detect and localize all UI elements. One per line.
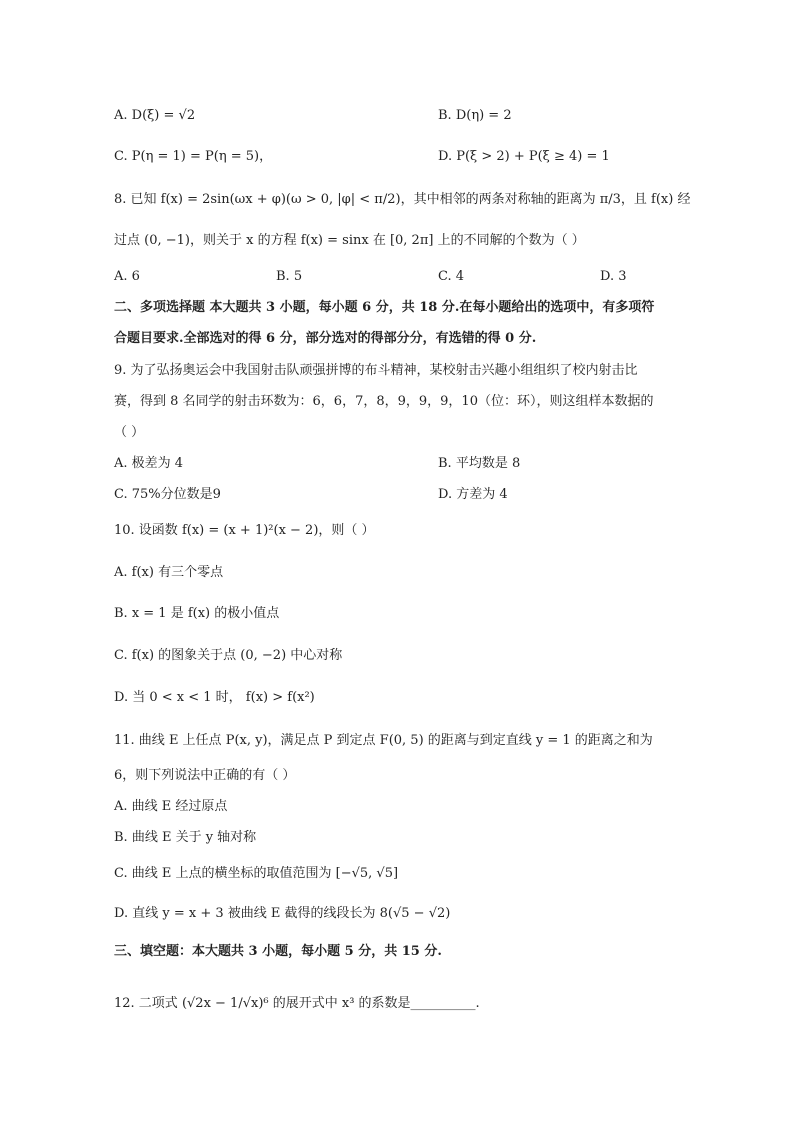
q7-option-a: A. D(ξ) = √2 [114,108,196,123]
section2-heading-line2: 合题目要求.全部选对的得 6 分，部分选对的得部分分，有选错的得 0 分. [114,331,537,346]
q10-stem: 10. 设函数 f(x) = (x + 1)²(x − 2)，则（ ） [114,523,375,538]
q7-option-c: C. P(η = 1) = P(η = 5)， [114,149,273,164]
section2-heading-line1: 二、多项选择题 本大题共 3 小题，每小题 6 分，共 18 分.在每小题给出的选项中，有多项符 [114,300,655,315]
q11-option-b: B. 曲线 E 关于 y 轴对称 [114,830,257,845]
q9-stem-line1: 9. 为了弘扬奥运会中我国射击队顽强拼博的布斗精神，某校射击兴趣小组组织了校内射击比 [114,363,638,378]
q7-option-d: D. P(ξ > 2) + P(ξ ≥ 4) = 1 [438,149,610,164]
q11-stem-line1: 11. 曲线 E 上任点 P(x, y)，满足点 P 到定点 F(0, 5) 的距离与到定直线 y = 1 的距离之和为 [114,733,653,748]
q9-option-d: D. 方差为 4 [438,487,508,502]
q11-option-a: A. 曲线 E 经过原点 [114,799,228,814]
q8-option-a: A. 6 [114,269,140,284]
q9-stem-line2: 赛，得到 8 名同学的射击环数为：6，6，7，8，9，9，9，10（位：环），则这组样本数据的 [114,394,654,409]
q9-option-b: B. 平均数是 8 [438,456,521,471]
q8-option-d: D. 3 [600,269,627,284]
q11-option-d: D. 直线 y = x + 3 被曲线 E 截得的线段长为 8(√5 − √2) [114,906,451,921]
q9-option-c: C. 75%分位数是9 [114,487,221,502]
q7-option-b: B. D(η) = 2 [438,108,512,123]
q12-stem: 12. 二项式 (√2x − 1/√x)⁶ 的展开式中 x³ 的系数是__________. [114,996,480,1011]
q10-option-a: A. f(x) 有三个零点 [114,565,224,580]
q10-option-b: B. x = 1 是 f(x) 的极小值点 [114,606,280,621]
q8-option-c: C. 4 [438,269,465,284]
q8-option-b: B. 5 [276,269,303,284]
section3-heading: 三、填空题：本大题共 3 小题，每小题 5 分，共 15 分. [114,944,442,959]
q9-option-a: A. 极差为 4 [114,456,184,471]
q11-stem-line2: 6，则下列说法中正确的有（ ） [114,768,296,783]
q9-stem-line3: （ ） [114,425,145,440]
q10-option-c: C. f(x) 的图象关于点 (0, −2) 中心对称 [114,648,343,663]
q11-option-c: C. 曲线 E 上点的横坐标的取值范围为 [−√5, √5] [114,866,399,881]
q10-option-d: D. 当 0 < x < 1 时， f(x) > f(x²) [114,690,315,705]
q8-stem-line1: 8. 已知 f(x) = 2sin(ωx + φ)(ω > 0, |φ| < π/2)，其中相邻的两条对称轴的距离为 π/3，且 f(x) 经 [114,192,691,207]
q8-stem-line2: 过点 (0, −1)，则关于 x 的方程 f(x) = sinx 在 [0, 2π] 上的不同解的个数为（ ） [114,233,585,248]
